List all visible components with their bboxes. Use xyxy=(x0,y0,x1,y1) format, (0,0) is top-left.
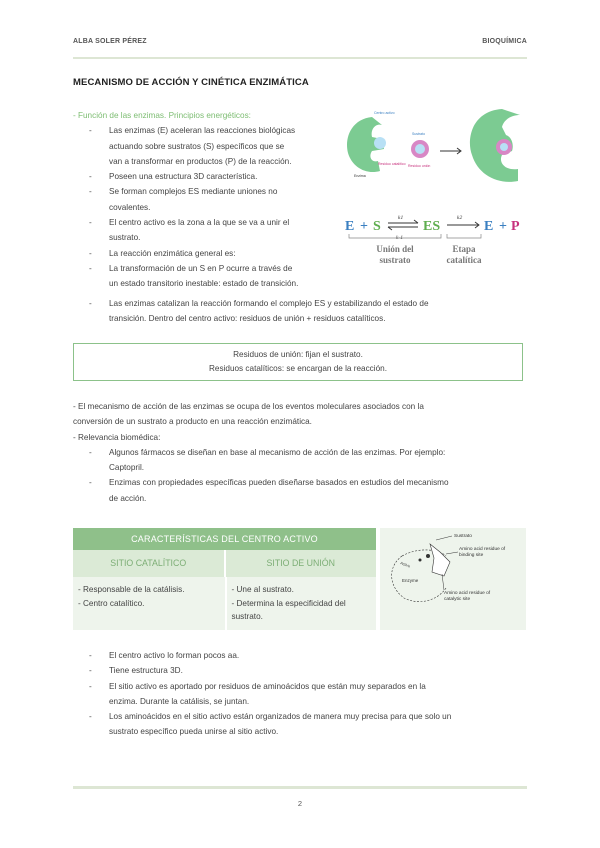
eq-label-catalytic: catalítica xyxy=(446,255,482,265)
list-item: - La transformación de un S en P ocurre a través de un estado transitorio inestable: estado de transición. xyxy=(89,263,299,289)
section-mechanism xyxy=(73,399,528,506)
section-active-site xyxy=(73,648,528,740)
eq-label-catalytic: Etapa xyxy=(452,244,476,254)
reaction-equation xyxy=(343,210,528,275)
eq-brace-1 xyxy=(349,234,441,238)
eq-substrate: S xyxy=(373,219,381,234)
active-site-figure xyxy=(380,528,526,630)
eq-label-binding: Unión del xyxy=(376,244,414,254)
eq-reverse-arrow xyxy=(388,227,418,230)
list-item: - Las enzimas (E) aceleran las reacciones biológicas actuando sobre sustratos (S) específicos que se van a transformar en productos (P) de la reacción. xyxy=(89,126,296,166)
fig2-label: Amino acid residue of xyxy=(444,591,491,596)
list-item: - Enzimas con propiedades específicas pueden diseñarse basados en estudios del mecanismo de acción. xyxy=(89,478,449,503)
list-item-wide xyxy=(73,296,528,327)
eq-plus: + xyxy=(499,219,507,234)
eq-enzyme: E xyxy=(345,219,355,234)
list-item: - El sitio activo es aportado por residuos de aminoácidos que están muy separados en la enzima. Durante la catálisis, se juntan. xyxy=(89,681,426,706)
substrate-shape xyxy=(430,544,450,576)
substrate-core xyxy=(415,144,425,154)
table-row xyxy=(73,577,376,630)
box-line: Residuos catalíticos: se encargan de la reacción. xyxy=(209,364,387,373)
active-site xyxy=(374,137,386,149)
fig1-label: Sustrato xyxy=(412,132,426,136)
section-heading: - Función de las enzimas. Principios energéticos: xyxy=(73,111,251,120)
bound-substrate-core xyxy=(500,143,508,151)
fig1-label: Residuo unión xyxy=(408,164,431,168)
active-site-table xyxy=(73,528,376,630)
section-function xyxy=(73,108,338,292)
header-subject: BIOQUÍMICA xyxy=(482,38,527,45)
residue-dot xyxy=(419,559,422,562)
enzyme-substrate-figure xyxy=(342,105,532,203)
list-item: - Las enzimas catalizan la reacción formando el complejo ES y estabilizando el estado de transición. Dentro del centro activo: residuos de unión + residuos catalíticos. xyxy=(89,299,429,324)
leader-line xyxy=(442,574,444,590)
list-item: - El centro activo lo forman pocos aa. xyxy=(89,651,240,660)
eq-plus: + xyxy=(360,219,368,234)
eq-brace-2 xyxy=(447,234,481,238)
residue-dot xyxy=(426,554,430,558)
box-line: Residuos de unión: fijan el sustrato. xyxy=(233,350,363,359)
list-item: - La reacción enzimática general es: xyxy=(89,248,236,258)
table-header-catalytic: SITIO CATALÍTICO xyxy=(73,550,224,577)
section-heading: - Relevancia biomédica: xyxy=(73,432,161,442)
eq-k2: k2 xyxy=(457,215,463,221)
table-cell-binding: - Une al sustrato. - Determina la especificidad del sustrato. xyxy=(225,577,377,630)
eq-catalytic-arrow xyxy=(447,222,479,228)
page-title: MECANISMO DE ACCIÓN Y CINÉTICA ENZIMÁTICA xyxy=(73,77,309,88)
list-item: - El centro activo es la zona a la que se va a unir el sustrato. xyxy=(89,218,290,243)
fig2-label: Active xyxy=(399,561,411,569)
list-item: - Poseen una estructura 3D característica. xyxy=(89,172,258,182)
eq-enzyme-free: E xyxy=(484,219,494,234)
eq-k1: k1 xyxy=(398,215,404,221)
eq-k-1: k-1 xyxy=(396,235,404,241)
fig2-label: Amino acid residue of xyxy=(459,547,506,552)
table-header-binding: SITIO DE UNIÓN xyxy=(224,550,377,577)
list-item: - Se forman complejos ES mediante uniones no covalentes. xyxy=(89,187,278,212)
list-item: - Algunos fármacos se diseñan en base al mecanismo de acción de las enzimas. Por ejemplo: Captopril. xyxy=(89,447,446,473)
fig2-label: catalytic site xyxy=(444,597,471,602)
list-item: - Los aminoácidos en el sitio activo están organizados de manera muy precisa para que solo un sustrato específico pueda unirse al sitio activo. xyxy=(89,712,452,737)
fig2-label: binding site xyxy=(459,553,484,558)
page-number: 2 xyxy=(297,799,303,808)
header-divider xyxy=(73,57,527,59)
table-title: CARACTERÍSTICAS DEL CENTRO ACTIVO xyxy=(73,528,376,550)
residues-box xyxy=(73,343,523,381)
paragraph: - El mecanismo de acción de las enzimas se ocupa de los eventos moleculares asociados con la conversión de un sustrato a producto en una reacción enzimática. xyxy=(73,402,424,427)
footer-divider xyxy=(73,786,527,789)
eq-label-binding: sustrato xyxy=(379,255,411,265)
eq-product: P xyxy=(511,219,520,234)
eq-complex: ES xyxy=(423,219,441,234)
fig1-label: Residuo catalítico xyxy=(378,162,406,166)
table-cell-catalytic: - Responsable de la catálisis. - Centro catalítico. xyxy=(78,585,185,608)
enzyme-complex-shape xyxy=(470,109,520,182)
leader-line xyxy=(436,536,452,540)
fig2-label: Sustrato xyxy=(454,534,472,539)
header-author: ALBA SOLER PÉREZ xyxy=(73,38,147,45)
list-item: - Tiene estructura 3D. xyxy=(89,666,183,676)
fig1-label: Enzima xyxy=(354,174,366,178)
leader-line xyxy=(446,552,458,554)
fig2-label: Enzyme xyxy=(402,578,419,583)
fig1-label: Centro activo xyxy=(374,111,395,115)
